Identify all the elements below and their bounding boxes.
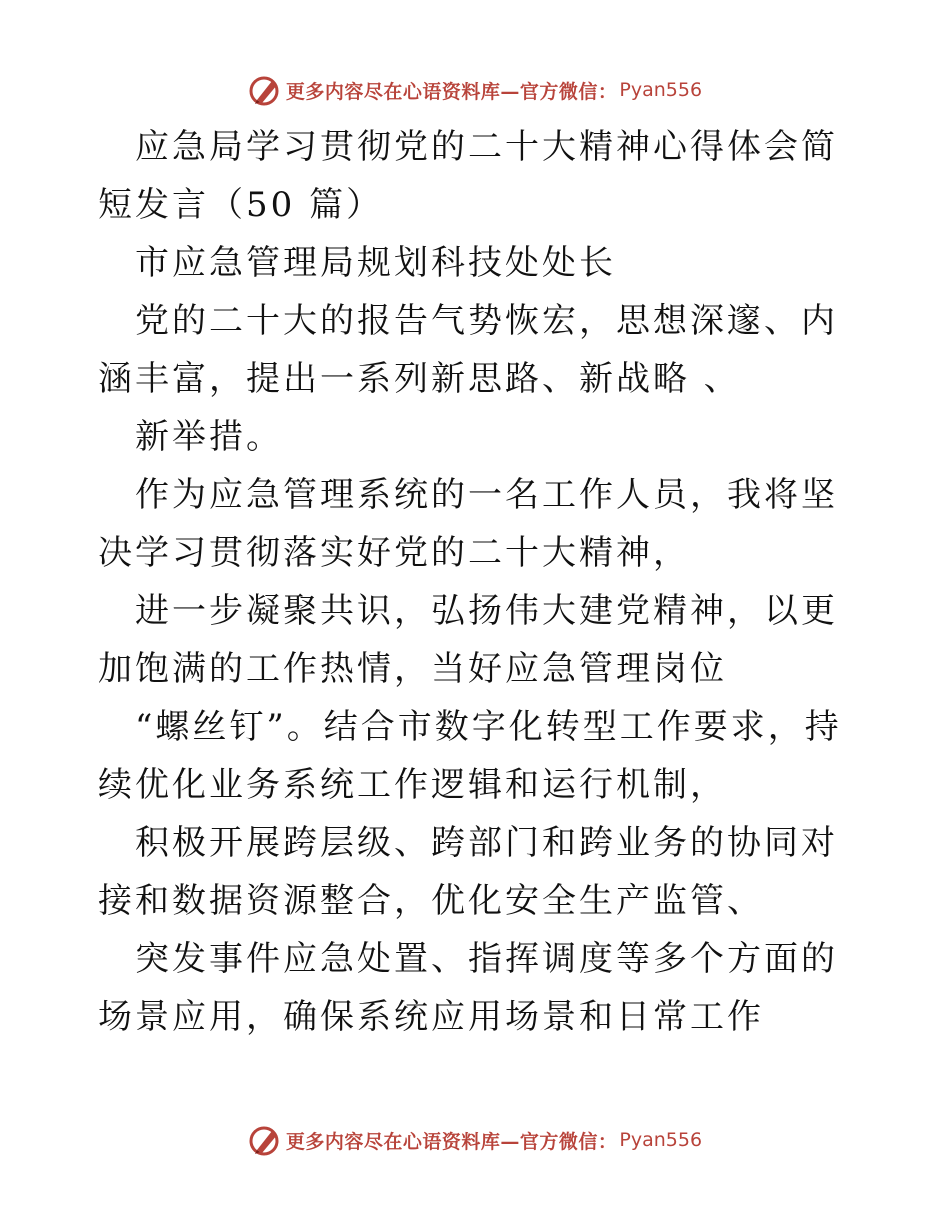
watermark-text: 更多内容尽在心语资料库—官方微信： <box>285 80 618 103</box>
paragraph: 作为应急管理系统的一名工作人员，我将坚决学习贯彻落实好党的二十大精神， <box>98 475 838 573</box>
author-line: 市应急管理局规划科技处处长 <box>135 243 616 283</box>
pen-logo-icon <box>248 73 282 107</box>
paragraph: “螺丝钉”。结合市数字化转型工作要求，持续优化业务系统工作逻辑和运行机制， <box>98 707 842 805</box>
watermark-text: 更多内容尽在心语资料库—官方微信： <box>285 1130 618 1153</box>
footer-watermark <box>0 1120 950 1160</box>
paragraph: 新举措。 <box>135 417 283 457</box>
header-watermark <box>0 70 950 110</box>
document-title: 应急局学习贯彻党的二十大精神心得体会简短发言（50 篇） <box>98 127 838 225</box>
pen-logo-icon <box>248 1123 282 1157</box>
wechat-id: Pyan556 <box>619 79 703 101</box>
document-body <box>98 118 858 1046</box>
wechat-id: Pyan556 <box>619 1129 703 1151</box>
paragraph: 突发事件应急处置、指挥调度等多个方面的场景应用，确保系统应用场景和日常工作 <box>98 939 838 1037</box>
paragraph: 党的二十大的报告气势恢宏，思想深邃、内涵丰富，提出一系列新思路、新战略 、 <box>98 301 838 399</box>
paragraph: 积极开展跨层级、跨部门和跨业务的协同对接和数据资源整合，优化安全生产监管、 <box>98 823 838 921</box>
paragraph: 进一步凝聚共识，弘扬伟大建党精神，以更加饱满的工作热情，当好应急管理岗位 <box>98 591 838 689</box>
